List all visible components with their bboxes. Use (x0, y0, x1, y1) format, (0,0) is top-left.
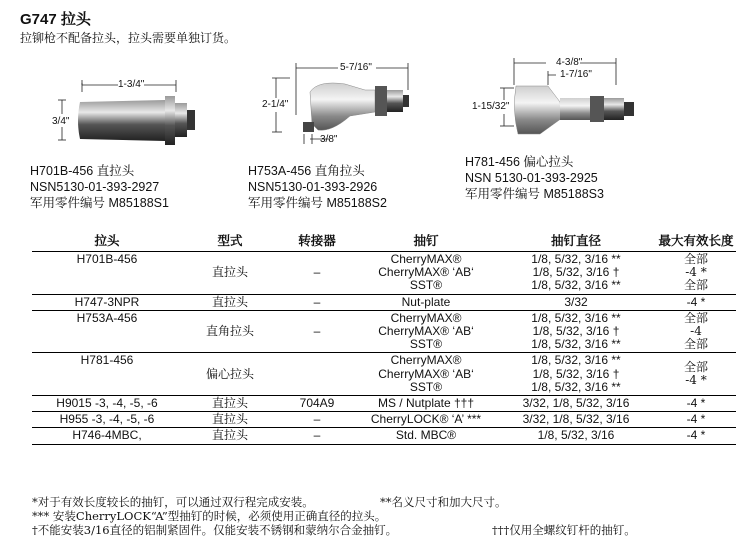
h753a-caption (248, 163, 387, 211)
type-cell: 直角拉头 (182, 310, 278, 353)
diameter-value: 1/8, 5/32, 3/16 ** (531, 278, 621, 293)
head-cell: H955 -3, -4, -5, -6 (32, 412, 182, 428)
diameter-value: 1/8, 5/32, 3/16 ** (531, 337, 621, 352)
footnote-3b: †††仅用全螺纹钉杆的抽钉。 (492, 523, 636, 537)
diameter-cell: 3/32, 1/8, 5/32, 3/16 (496, 412, 656, 428)
table-row (32, 428, 736, 444)
grip-value: 全部 (683, 337, 708, 352)
caption-line-1: H781-456 偏心拉头 (465, 155, 574, 169)
diameter-value: 1/8, 5/32, 3/16 † (532, 366, 620, 381)
rivet-name: SST® (409, 337, 443, 352)
head-cell: H701B-456 (32, 252, 182, 295)
type-cell: 直拉头 (182, 294, 278, 310)
diameter-cell (496, 252, 656, 295)
col-header-type: 型式 (182, 228, 278, 252)
footnote-1b: **名义尺寸和加大尺寸。 (380, 495, 507, 509)
grip-value: -4 (690, 324, 702, 339)
type-cell: 偏心拉头 (182, 353, 278, 396)
caption-line-3: 军用零件编号 M85188S2 (248, 196, 387, 210)
product-illustrations (0, 40, 750, 160)
adapter-cell: – (278, 412, 356, 428)
rivet-cell: Std. MBC® (356, 428, 496, 444)
col-header-head: 拉头 (32, 228, 182, 252)
head-cell: H781-456 (32, 353, 182, 396)
h781-height-dim: 1-15/32" (472, 101, 510, 112)
footnote-3: †不能安装3/16直径的铝制紧固件。仅能安装不锈钢和蒙纳尔合金抽钉。 (32, 523, 398, 537)
grip-value: 全部 (683, 360, 708, 375)
grip-value: 全部 (683, 310, 708, 325)
h753a-offset-dim: 3/8" (320, 134, 338, 145)
caption-line-2: NSN 5130-01-393-2925 (465, 171, 598, 185)
grip-cell (656, 310, 736, 353)
h701b-length-dim: 1-3/4" (118, 79, 145, 90)
adapter-cell: – (278, 310, 356, 353)
head-cell: H746-4MBC, (32, 428, 182, 444)
type-cell: 直拉头 (182, 396, 278, 412)
table-row (32, 310, 736, 353)
h781-length-dim: 4-3/8" (556, 57, 583, 68)
diameter-value: 1/8, 5/32, 3/16 ** (531, 310, 621, 325)
diameter-value: 1/8, 5/32, 3/16 ** (531, 252, 621, 266)
diameter-value: 1/8, 5/32, 3/16 ** (531, 353, 621, 368)
type-cell: 直拉头 (182, 428, 278, 444)
caption-line-2: NSN5130-01-393-2927 (30, 180, 160, 194)
rivet-cell (356, 353, 496, 396)
col-header-grip: 最大有效长度 (656, 228, 736, 252)
h781-inner-dim: 1-7/16" (560, 69, 592, 80)
head-cell: H9015 -3, -4, -5, -6 (32, 396, 182, 412)
grip-value: 全部 (683, 252, 708, 266)
table-row (32, 396, 736, 412)
h781-illustration (470, 56, 634, 134)
type-cell: 直拉头 (182, 252, 278, 295)
caption-line-1: H753A-456 直角拉头 (248, 164, 365, 178)
grip-cell: -4 * (656, 294, 736, 310)
grip-cell: -4 * (656, 428, 736, 444)
rivet-name: CherryMAX® ‘AB‘ (378, 265, 474, 280)
grip-cell: -4 * (656, 396, 736, 412)
rivet-name: CherryMAX® (390, 252, 462, 266)
footnote-2: *** 安装CherryLOCK“A”型抽钉的时候，必须使用正确直径的拉头。 (32, 509, 387, 523)
diameter-cell (496, 353, 656, 396)
diameter-cell: 3/32 (496, 294, 656, 310)
grip-value: -4 * (685, 265, 707, 280)
rivet-cell: Nut-plate (356, 294, 496, 310)
caption-line-1: H701B-456 直拉头 (30, 164, 135, 178)
diameter-cell: 3/32, 1/8, 5/32, 3/16 (496, 396, 656, 412)
diameter-value: 1/8, 5/32, 3/16 † (532, 265, 620, 280)
col-header-diameter: 抽钉直径 (496, 228, 656, 252)
table-row (32, 353, 736, 396)
rivet-name: CherryMAX® (390, 310, 462, 325)
head-cell: H753A-456 (32, 310, 182, 353)
adapter-cell: 704A9 (278, 396, 356, 412)
diameter-value: 1/8, 5/32, 3/16 ** (531, 379, 621, 394)
col-header-adapter: 转接器 (278, 228, 356, 252)
page-title: G747 拉头 (20, 11, 91, 28)
h781-caption (465, 154, 604, 202)
page-subtitle: 拉铆枪不配备拉头，拉头需要单独订货。 (20, 31, 237, 45)
rivet-cell: CherryLOCK® ‘A’ *** (356, 412, 496, 428)
rivet-cell (356, 252, 496, 295)
table-row (32, 412, 736, 428)
adapter-cell (278, 353, 356, 396)
table-header-row (32, 228, 736, 252)
head-cell: H747-3NPR (32, 294, 182, 310)
grip-cell: -4 * (656, 412, 736, 428)
pulling-head-table (32, 228, 736, 445)
caption-line-3: 军用零件编号 M85188S1 (30, 196, 169, 210)
diameter-cell (496, 310, 656, 353)
rivet-cell: MS / Nutplate ††† (356, 396, 496, 412)
diameter-value: 1/8, 5/32, 3/16 † (532, 324, 620, 339)
footnote-1: *对于有效长度较长的抽钉，可以通过双行程完成安装。 (32, 495, 314, 509)
h753a-length-dim: 5-7/16" (340, 62, 372, 73)
adapter-cell: – (278, 294, 356, 310)
rivet-name: CherryMAX® ‘AB‘ (378, 324, 474, 339)
h753a-height-dim: 2-1/4" (262, 99, 289, 110)
h701b-caption (30, 163, 169, 211)
h701b-dia-dim: 3/4" (52, 116, 70, 127)
type-cell: 直拉头 (182, 412, 278, 428)
grip-cell (656, 353, 736, 396)
grip-value: -4 * (685, 373, 707, 388)
grip-value: 全部 (683, 278, 708, 293)
table-row (32, 252, 736, 295)
col-header-rivet: 抽钉 (356, 228, 496, 252)
adapter-cell: – (278, 252, 356, 295)
caption-line-3: 军用零件编号 M85188S3 (465, 187, 604, 201)
rivet-name: SST® (409, 278, 443, 293)
rivet-name: SST® (409, 379, 443, 394)
caption-line-2: NSN5130-01-393-2926 (248, 180, 378, 194)
grip-cell (656, 252, 736, 295)
diameter-cell: 1/8, 5/32, 3/16 (496, 428, 656, 444)
adapter-cell: – (278, 428, 356, 444)
rivet-name: CherryMAX® (390, 353, 462, 368)
table-row (32, 294, 736, 310)
rivet-name: CherryMAX® ‘AB‘ (378, 366, 474, 381)
rivet-cell (356, 310, 496, 353)
